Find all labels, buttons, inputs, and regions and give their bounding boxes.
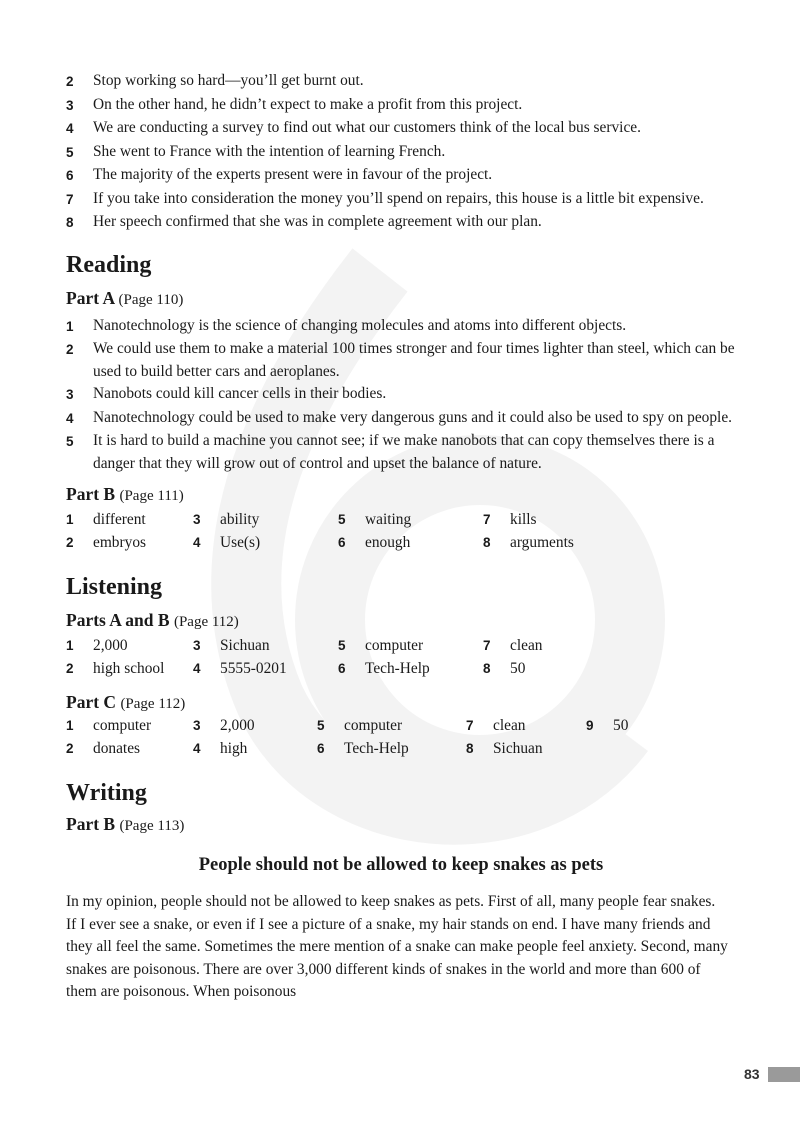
answer-cell	[483, 511, 537, 529]
answer-row	[66, 511, 736, 534]
answer-text: clean	[510, 637, 543, 654]
list-item	[66, 407, 736, 431]
item-number: 2	[66, 342, 74, 357]
answer-text: Sichuan	[220, 637, 270, 654]
list-item	[66, 383, 736, 407]
answer-number: 1	[66, 638, 74, 653]
reading-part-b-answers	[66, 511, 736, 557]
list-item	[66, 164, 736, 188]
answer-number: 1	[66, 718, 74, 733]
listening-heading: Listening	[66, 574, 163, 600]
listening-parts-ab-heading	[66, 609, 736, 633]
answer-text: 2,000	[93, 637, 128, 654]
item-number: 5	[66, 144, 74, 160]
answer-cell	[66, 637, 128, 655]
item-text: Nanobots could kill cancer cells in their bodies.	[93, 385, 387, 402]
answer-cell	[66, 511, 146, 529]
answer-cell	[338, 660, 430, 678]
item-number: 6	[66, 168, 74, 183]
answer-text: enough	[365, 534, 411, 551]
answer-cell	[193, 717, 255, 735]
answer-cell	[193, 637, 270, 655]
part-title: Parts A and B	[66, 610, 170, 630]
item-number: 2	[66, 74, 74, 89]
answer-cell	[483, 534, 574, 552]
answer-cell	[66, 660, 164, 678]
answer-cell	[193, 740, 247, 758]
answer-row	[66, 717, 736, 740]
reading-part-a-heading	[66, 287, 736, 311]
item-text: We are conducting a survey to find out what our customers think of the local bus service.	[93, 119, 641, 136]
answer-cell	[338, 637, 423, 655]
answer-number: 3	[193, 718, 201, 733]
list-item	[66, 338, 736, 383]
answer-number: 8	[483, 661, 491, 676]
answer-cell	[586, 717, 628, 735]
answer-number: 2	[66, 741, 74, 756]
answer-number: 9	[586, 718, 594, 733]
essay-text: In my opinion, people should not be allowed to keep snakes as pets. First of all, many people fear snakes. If I ever see a snake, or even if I see a picture of a snake, my hair stands on end. I have many friends and they all feel the same. Sometimes the mere mention of a snake can make people feel anxiety. Second, many snakes are poisonous. There are over 3,000 different kinds of snakes in the world and more than 600 of them are poisonous. When poisonous	[66, 893, 728, 1000]
answer-number: 3	[193, 638, 201, 653]
answer-number: 6	[338, 661, 346, 676]
item-text: She went to France with the intention of learning French.	[93, 142, 446, 160]
answer-text: 2,000	[220, 717, 255, 734]
item-number: 8	[66, 215, 74, 230]
answer-cell	[317, 740, 409, 758]
answer-row	[66, 534, 736, 557]
reading-part-a-list	[66, 315, 736, 476]
intro-answer-list	[66, 70, 736, 235]
answer-cell	[193, 534, 260, 552]
answer-text: computer	[93, 717, 152, 734]
answer-number: 4	[193, 741, 201, 756]
answer-cell	[66, 717, 151, 735]
answer-number: 6	[317, 741, 325, 756]
part-title: Part B	[66, 484, 116, 504]
answer-number: 7	[466, 718, 474, 733]
item-text: Nanotechnology could be used to make very dangerous guns and it could also be used to spy on people.	[93, 408, 732, 426]
list-item	[66, 70, 736, 94]
part-title: Part B	[66, 814, 116, 834]
answer-number: 5	[338, 512, 346, 527]
item-number: 4	[66, 121, 74, 136]
answer-cell	[193, 511, 259, 529]
page-reference: (Page 112)	[120, 696, 186, 712]
item-text: Nanotechnology is the science of changing molecules and atoms into different objects.	[93, 316, 627, 334]
page-reference: (Page 111)	[119, 488, 184, 504]
item-text: It is hard to build a machine you cannot see; if we make nanobots that can copy themselves there is a danger that they will grow out of control and upset the balance of nature.	[93, 432, 715, 472]
item-text: If you take into consideration the money you’ll spend on repairs, this house is a little bit expensive.	[93, 189, 704, 207]
item-text: Stop working so hard—you’ll get burnt out.	[93, 72, 364, 89]
page-reference: (Page 110)	[118, 291, 184, 308]
item-text: Her speech confirmed that she was in complete agreement with our plan.	[93, 213, 542, 230]
answer-text: 50	[613, 717, 629, 734]
answer-number: 8	[483, 535, 491, 550]
answer-text: high school	[93, 660, 165, 677]
answer-text: kills	[510, 511, 537, 528]
answer-number: 1	[66, 512, 74, 527]
answer-number: 4	[193, 661, 201, 676]
answer-number: 7	[483, 638, 491, 653]
list-item	[66, 315, 736, 339]
answer-text: ability	[220, 511, 260, 528]
answer-text: arguments	[510, 534, 574, 551]
answer-cell	[317, 717, 402, 735]
part-title: Part A	[66, 287, 115, 308]
answer-number: 5	[338, 638, 346, 653]
answer-cell	[466, 740, 543, 758]
item-text: The majority of the experts present were in favour of the project.	[93, 166, 493, 183]
list-item	[66, 430, 736, 475]
page-content	[66, 70, 736, 1004]
item-text: On the other hand, he didn’t expect to make a profit from this project.	[93, 95, 523, 113]
answer-text: waiting	[365, 511, 412, 528]
answer-cell	[483, 660, 525, 678]
answer-number: 2	[66, 535, 74, 550]
answer-text: Use(s)	[220, 534, 261, 551]
answer-cell	[66, 534, 146, 552]
list-item	[66, 188, 736, 212]
answer-number: 5	[317, 718, 325, 733]
answer-number: 4	[193, 535, 201, 550]
list-item	[66, 117, 736, 141]
answer-text: high	[220, 740, 248, 757]
answer-text: Sichuan	[493, 740, 543, 757]
answer-number: 3	[193, 512, 201, 527]
answer-row	[66, 637, 736, 660]
answer-text: computer	[344, 717, 403, 734]
list-item	[66, 94, 736, 118]
writing-heading: Writing	[66, 780, 147, 806]
answer-text: different	[93, 511, 146, 528]
answer-cell	[483, 637, 542, 655]
listening-part-c-answers	[66, 717, 736, 763]
essay-title: People should not be allowed to keep snakes as pets	[198, 855, 604, 875]
item-number: 3	[66, 387, 74, 402]
answer-cell	[193, 660, 287, 678]
answer-text: clean	[493, 717, 526, 734]
answer-row	[66, 660, 736, 683]
answer-text: embryos	[93, 534, 147, 551]
item-number: 4	[66, 410, 74, 426]
answer-cell	[466, 717, 525, 735]
answer-text: Tech-Help	[344, 740, 409, 757]
item-text: We could use them to make a material 100 times stronger and four times lighter than steel, which can be used to build better cars and aeroplanes.	[93, 340, 735, 380]
answer-row	[66, 740, 736, 763]
answer-number: 7	[483, 512, 491, 527]
page-reference: (Page 112)	[173, 614, 239, 630]
answer-cell	[66, 740, 140, 758]
listening-parts-ab-answers	[66, 637, 736, 683]
answer-cell	[338, 511, 411, 529]
answer-number: 8	[466, 741, 474, 756]
answer-text: donates	[93, 740, 141, 757]
page-number: 83	[744, 1066, 760, 1082]
answer-text: computer	[365, 637, 424, 654]
answer-number: 2	[66, 661, 74, 676]
list-item	[66, 141, 736, 165]
reading-heading: Reading	[66, 251, 152, 278]
answer-text: 50	[510, 660, 526, 677]
listening-part-c-heading	[66, 691, 736, 715]
item-number: 5	[66, 434, 74, 449]
part-title: Part C	[66, 692, 117, 712]
page-reference: (Page 113)	[119, 818, 185, 834]
item-number: 1	[66, 318, 74, 334]
writing-part-b-heading	[66, 813, 736, 837]
reading-part-b-heading	[66, 483, 736, 507]
answer-text: 5555-0201	[220, 660, 287, 677]
page-number-bar	[768, 1067, 800, 1082]
item-number: 7	[66, 191, 74, 207]
item-number: 3	[66, 97, 74, 113]
list-item	[66, 211, 736, 235]
answer-text: Tech-Help	[365, 660, 430, 677]
answer-number: 6	[338, 535, 346, 550]
answer-cell	[338, 534, 410, 552]
